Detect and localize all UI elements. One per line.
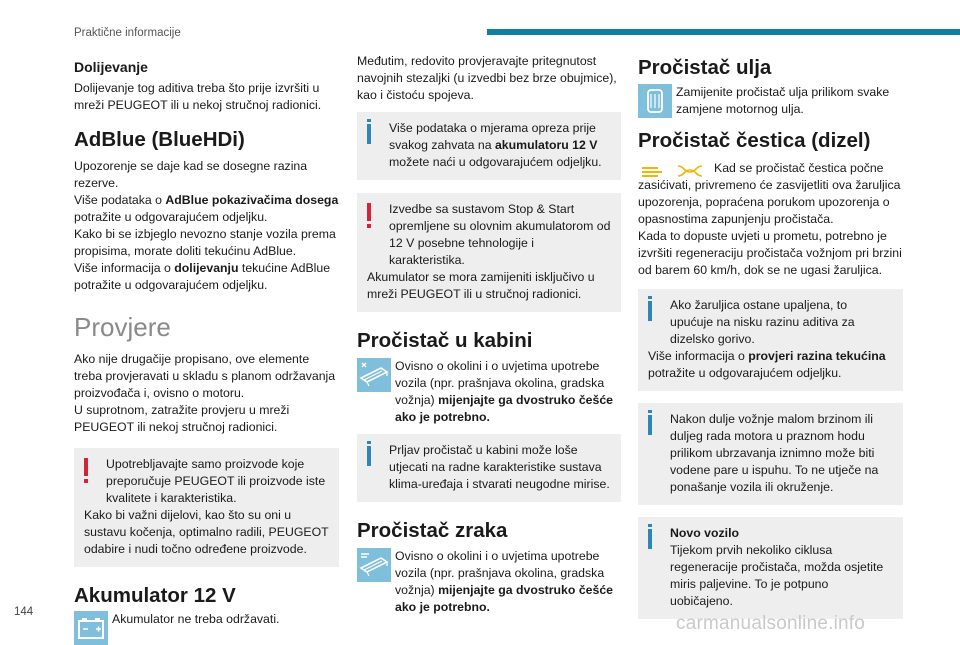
info-box-battery [357,112,621,180]
watermark: carmanualsonline.info [676,613,866,634]
info-box-novo-vozilo [638,517,903,619]
text-provjere [74,351,339,436]
kabina-text [357,358,621,426]
warning-2b: Akumulator se mora zamijeniti isključivo u mreži PEUGEOT ili u stručnoj radionici. [367,270,595,301]
info-3a: Ako žaruljica ostane upaljena, to upućuje na nisku razinu aditiva za dizelsko gorivo. [670,298,855,346]
column-1 [74,52,339,628]
heading-kabina: Pročistač u kabini [357,329,533,352]
info-1a: Više podataka o mjerama opreza prije svakog zahvata na [389,121,596,152]
akumulator-row [74,611,339,628]
info-2: Prljav pročistač u kabini može loše utjecati na radne karakteristike sustava klima-uređaja i stvarati neugodne mirise. [389,443,610,491]
heading-akumulator: Akumulator 12 V [74,584,236,607]
zraka-text-b: mijenjajte ga dvostruko češće ako je potrebno. [395,583,614,614]
adblue-line-3: Kako bi se izbjeglo nevozno stanje vozila prema propisima, morate doliti tekućinu AdBlue. [74,227,336,258]
adblue-line-4 [74,260,339,294]
cestica-text-1: Kad se pročistač čestica počne zasićivati, privremeno će zasvijetliti ova žaruljica upozorenja, popraćena porukom upozorenja o opasnostima zapunjenju pročistača. [638,161,901,226]
warning-icon [367,203,371,221]
adblue-line-4b: dolijevanju [174,261,239,275]
heading-adblue: AdBlue (BlueHDi) [74,128,245,151]
cestica-text-2: Kada to dopuste uvjeti u prometu, potrebno je izvršiti regeneraciju pročistača vožnjom pri brzini od barem 60 km/h, dok se ne ugasi žaruljica. [638,229,902,277]
akumulator-text: Akumulator ne treba održavati. [112,612,280,626]
info-1b: akumulatoru 12 V [494,138,598,152]
heading-zraka: Pročistač zraka [357,519,508,542]
column-3 [638,52,903,619]
adblue-line-2c: potražite u odgovarajućem odjeljku. [74,210,268,224]
info-box-aditiv [638,289,903,391]
info-5-title [648,525,893,542]
provjere-line-1: Ako nije drugačije propisano, ove elemente treba provjeravati u skladu s planom održavanja proizvođača i, ovisno o motoru. [74,352,336,400]
warning-icon [84,458,88,476]
info-5-title-text: Novo vozilo [670,526,740,540]
page-number: 144 [14,606,34,618]
cestica-block [638,160,903,279]
adblue-line-2 [74,192,339,226]
info-3b-a: Više informacija o [648,349,749,363]
adblue-line-4c: tekućine AdBlue potražite u odgovarajućem odjeljku. [74,261,331,292]
ulja-row [638,84,903,118]
text-dolijevanje: Dolijevanje tog aditiva treba što prije izvršiti u mreži PEUGEOT ili u nekoj stručnoj radionici. [74,81,322,112]
info-box-para [638,403,903,505]
info-1 [367,120,611,171]
info-icon [367,446,371,466]
warning-box-products [74,448,339,567]
info-1c: možete naći u odgovarajućem odjeljku. [389,155,602,169]
info-icon [648,529,652,549]
info-3b-c: potražite u odgovarajućem odjeljku. [648,366,842,380]
adblue-line-1: Upozorenje se daje kad se dosegne razina rezerve. [74,159,308,190]
kabina-text-b: mijenjajte ga dvostruko češće ako je potrebno. [395,393,614,424]
adblue-line-2a: Više podataka o [74,193,166,207]
warning-2a: Izvedbe sa sustavom Stop & Start opremljene su olovnim akumulatorom od 12 V posebne tehnologije i karakteristika. [389,202,611,267]
heading-cestica: Pročistač čestica (dizel) [638,129,871,152]
kabina-text-a: Ovisno o okolini i o uvjetima upotrebe vozila (npr. prašnjava okolina, gradska vožnja) [395,359,605,407]
heading-ulja: Pročistač ulja [638,56,772,79]
text-adblue [74,158,339,294]
provjere-line-2: U suprotnom, zatražite provjeru u mreži PEUGEOT ili nekoj stručnoj radionici. [74,403,290,434]
column-2 [357,53,621,616]
text-stezaljke: Međutim, redovito provjeravajte pritegnutost navojnih stezaljki (u izvedbi bez brze obujmice), kao i čistoću spojeva. [357,54,617,102]
zraka-text [357,548,621,616]
warning-1-rest: Kako bi važni dijelovi, kao što su oni u sustavu kočenja, optimalno radili, PEUGEOT odabire i nudi točno određene proizvode. [84,508,329,556]
warning-1-first: Upotrebljavajte samo proizvode koje preporučuje PEUGEOT ili proizvode iste kvalitete i karakteristika. [106,457,326,505]
header-accent-bar [487,29,960,35]
info-icon [367,124,371,144]
zraka-text-a: Ovisno o okolini i o uvjetima upotrebe vozila (npr. prašnjava okolina, gradska vožnja) [395,549,605,597]
oil-filter-icon [638,84,672,118]
zraka-row [357,548,621,616]
info-5-text: Tijekom prvih nekoliko ciklusa regeneracije pročistača, možda osjetite miris paljevine. To je potpuno uobičajeno. [670,543,884,608]
air-filter-icon [357,548,391,582]
info-icon [648,301,652,321]
section-header: Praktične informacije [74,27,181,39]
heading-provjere: Provjere [74,312,171,342]
info-3b [648,348,893,382]
kabina-row [357,358,621,426]
info-box-kabina [357,434,621,502]
cabin-filter-icon [357,358,391,392]
info-3b-b: provjeri razina tekućina [748,349,886,363]
particle-filter-warning-icon [638,160,710,184]
info-4: Nakon dulje vožnje malom brzinom ili duljeg rada motora u praznom hodu prilikom ubrzavanja iznimno može biti vodene pare u ispuhu. To ne utječe na ponašanje vozila ili okruženje. [670,412,879,494]
ulja-text: Zamijenite pročistač ulja prilikom svake zamjene motornog ulja. [676,85,890,116]
adblue-line-2b: AdBlue pokazivačima dosega [165,193,339,207]
adblue-line-4a: Više informacija o [74,261,175,275]
warning-box-stop-start [357,193,621,312]
heading-dolijevanje: Dolijevanje [74,59,148,75]
info-icon [648,415,652,435]
